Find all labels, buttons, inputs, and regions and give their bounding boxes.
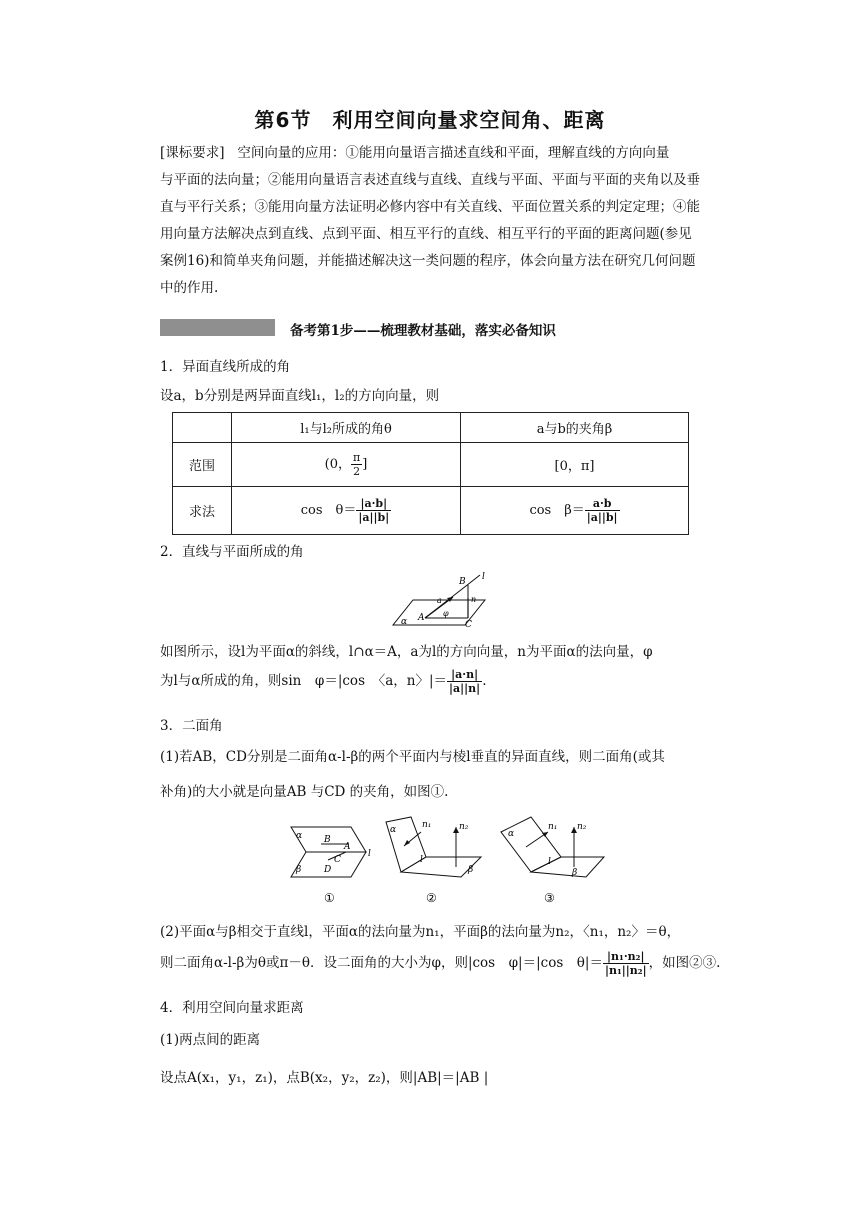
section-header: 备考第1步——梳理教材基础，落实必备知识	[290, 323, 556, 339]
svg-text:l: l	[420, 855, 423, 865]
s4-distance-formula: 设点A(x₁，y₁，z₁)，点B(x₂，y₂，z₂)，则|AB|＝|AB |	[160, 1070, 489, 1086]
requirement-line: 直与平行关系；③能用向量方法证明必修内容中有关直线、平面位置关系的判定定理；④能	[160, 199, 700, 215]
svg-text:a: a	[437, 596, 442, 605]
section-bar	[160, 319, 275, 336]
table-row-label: 求法	[173, 487, 232, 535]
svg-text:n: n	[471, 595, 477, 604]
svg-text:C: C	[334, 855, 341, 865]
formula-theta: cos θ＝ $\frac{|a\cdot b|}{|a||b|}$	[232, 487, 461, 535]
s2-line2: 为l与α所成的角，则sin φ＝|cos 〈a，n〉|＝ $\frac{|a\cdot n|}{|a||n|}$ .	[160, 668, 487, 695]
table-row-label: 范围	[173, 443, 232, 487]
svg-text:β: β	[296, 865, 302, 875]
svg-text:α: α	[508, 829, 515, 839]
range-beta: [0，π]	[461, 443, 689, 487]
requirement-line: 案例16)和简单夹角问题，并能描述解决这一类问题的程序，体会向量方法在研究几何问题	[160, 253, 696, 269]
figure-label: ①	[324, 891, 335, 905]
svg-text:A: A	[344, 842, 351, 852]
formula-beta: cos β＝ $\frac{a\cdot b}{|a||b|}$	[461, 487, 689, 535]
s1-heading: 1．异面直线所成的角	[160, 359, 291, 375]
line-plane-angle-figure	[385, 570, 495, 632]
s3-heading: 3．二面角	[160, 718, 223, 734]
figure-2	[386, 817, 481, 877]
svg-text:l: l	[548, 857, 551, 867]
figure-1	[291, 827, 371, 877]
svg-text:A: A	[418, 613, 425, 623]
s2-line1: 如图所示，设l为平面α的斜线，l∩α＝A，a为l的方向向量，n为平面α的法向量，φ	[160, 644, 653, 660]
table-header-cell	[173, 413, 232, 443]
svg-text:n₂: n₂	[459, 822, 469, 832]
page-title: 第6节 利用空间向量求空间角、距离	[254, 108, 606, 132]
table-header-cell: l₁与l₂所成的角θ	[232, 413, 461, 443]
svg-text:D: D	[324, 865, 332, 875]
s4-sub1: (1)两点间的距离	[160, 1032, 261, 1048]
requirement-line: 空间向量的应用：①能用向量语言描述直线和平面，理解直线的方向向量	[237, 145, 670, 161]
range-theta: (0， $\frac{\pi}{2}$ ]	[232, 443, 461, 487]
svg-text:n₁: n₁	[548, 822, 558, 832]
s1-intro: 设a，b分别是两异面直线l₁，l₂的方向向量，则	[160, 388, 440, 404]
s4-heading: 4．利用空间向量求距离	[160, 1000, 304, 1016]
svg-text:β: β	[572, 868, 578, 878]
angle-table	[172, 412, 689, 535]
svg-text:n₁: n₁	[422, 820, 432, 830]
figure-label: ③	[544, 891, 555, 905]
svg-text:l: l	[482, 572, 485, 582]
svg-text:l: l	[368, 849, 371, 859]
svg-text:φ: φ	[443, 609, 449, 618]
svg-text:α: α	[296, 831, 303, 841]
s3-p1-line2: 补角)的大小就是向量AB 与CD 的夹角，如图①.	[160, 784, 449, 800]
curriculum-requirement	[160, 140, 730, 302]
figure-label: ②	[426, 891, 437, 905]
table-header-cell: a与b的夹角β	[461, 413, 689, 443]
requirement-line: 中的作用.	[160, 280, 219, 296]
s2-heading: 2．直线与平面所成的角	[160, 544, 304, 560]
svg-text:α: α	[390, 825, 397, 835]
s3-p1-line1: (1)若AB，CD分别是二面角α-l-β的两个平面内与棱l垂直的异面直线，则二面角(或其	[160, 749, 665, 765]
svg-text:β: β	[468, 865, 474, 875]
svg-text:C: C	[465, 620, 472, 630]
requirement-label: [课标要求]	[160, 145, 225, 161]
svg-text:n₂: n₂	[577, 822, 587, 832]
dihedral-figures	[286, 812, 606, 907]
figure-3	[501, 817, 604, 878]
s3-p2-line2: 则二面角α-l-β为θ或π－θ．设二面角的大小为φ，则|cos φ|＝|cos θ|＝ $\frac{\text{|n₁·n₂|}}{\text{|n₁||n₂|}}$ ，如图②③.	[160, 950, 721, 977]
svg-text:B: B	[459, 577, 466, 587]
requirement-line: 与平面的法向量；②能用向量语言表述直线与直线、直线与平面、平面与平面的夹角以及垂	[160, 172, 700, 188]
svg-text:α: α	[401, 617, 408, 627]
s3-p2-line1: (2)平面α与β相交于直线l，平面α的法向量为n₁，平面β的法向量为n₂，〈n₁，n₂〉＝θ，	[160, 924, 681, 940]
svg-text:B: B	[324, 835, 331, 845]
requirement-line: 用向量方法解决点到直线、点到平面、相互平行的直线、相互平行的平面的距离问题(参见	[160, 226, 692, 242]
